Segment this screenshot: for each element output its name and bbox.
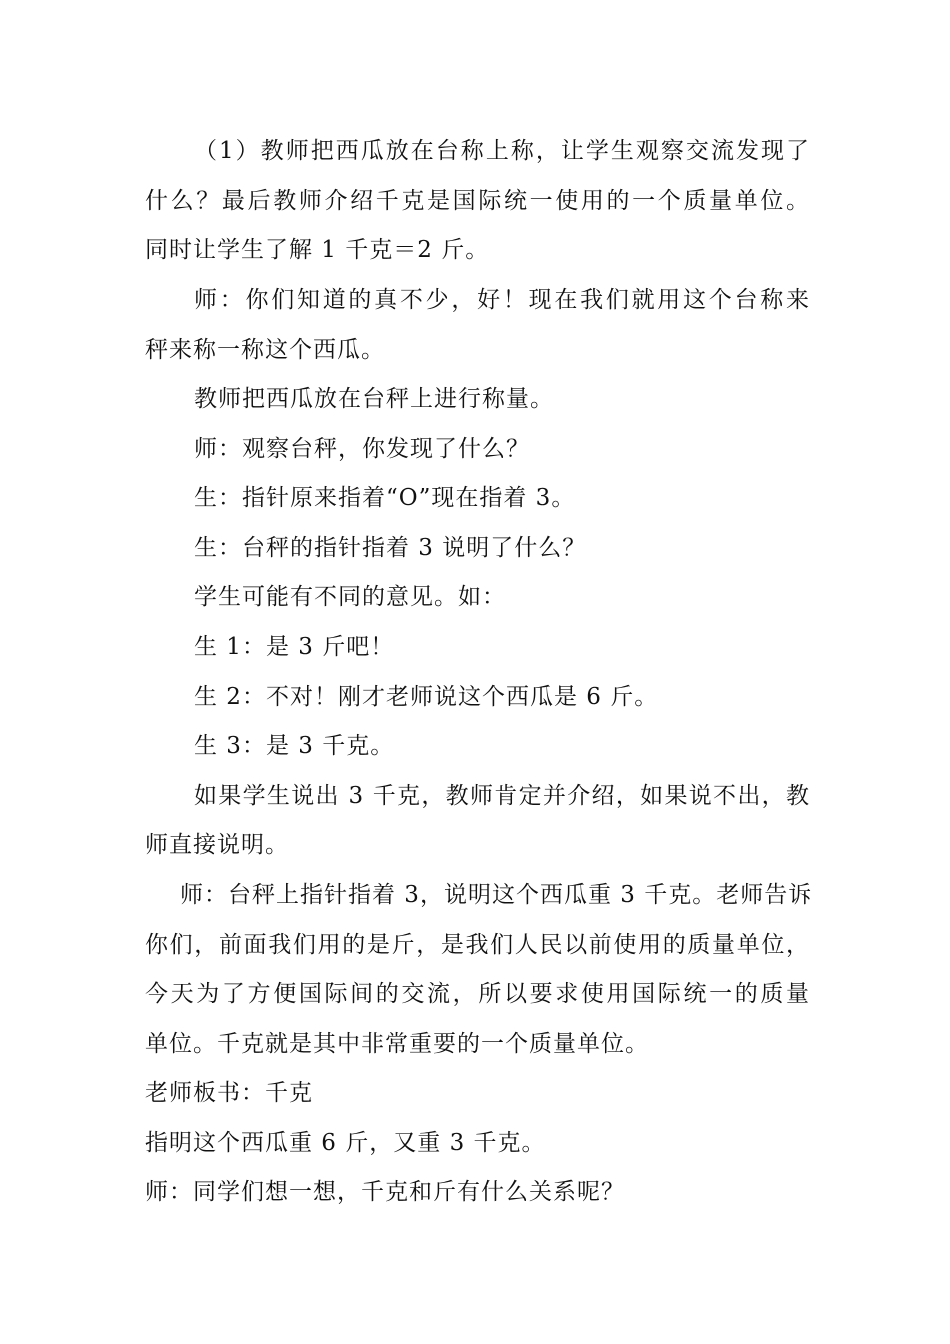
text-line: 生 3：是 3 千克。 — [194, 733, 395, 759]
text-line: 同时让学生了解 1 千克＝2 斤。 — [145, 237, 490, 263]
text-line: 师：你们知道的真不少，好！现在我们就用这个台称来 — [194, 287, 810, 313]
text-line: 学生可能有不同的意见。如： — [194, 584, 506, 610]
text-line: 今天为了方便国际间的交流，所以要求使用国际统一的质量 — [145, 981, 810, 1007]
text-line: 单位。千克就是其中非常重要的一个质量单位。 — [145, 1031, 649, 1057]
text-line: 生 2：不对！刚才老师说这个西瓜是 6 斤。 — [194, 684, 659, 710]
text-line: 生：指针原来指着“O”现在指着 3。 — [194, 485, 576, 511]
text-line: 师直接说明。 — [145, 832, 289, 858]
text-line: 师：观察台秤，你发现了什么？ — [194, 436, 530, 462]
text-line: 师：同学们想一想，千克和斤有什么关系呢？ — [145, 1179, 625, 1205]
text-line: 如果学生说出 3 千克，教师肯定并介绍，如果说不出，教 — [194, 783, 810, 809]
text-line: 生：台秤的指针指着 3 说明了什么？ — [194, 535, 587, 561]
text-line: 教师把西瓜放在台秤上进行称量。 — [194, 386, 554, 412]
text-line: 秤来称一称这个西瓜。 — [145, 337, 385, 363]
text-line: 什么？最后教师介绍千克是国际统一使用的一个质量单位。 — [145, 188, 810, 214]
text-line: 生 1：是 3 斤吧！ — [194, 634, 395, 660]
text-line: 你们，前面我们用的是斤，是我们人民以前使用的质量单位， — [145, 932, 810, 958]
text-line: 师：台秤上指针指着 3，说明这个西瓜重 3 千克。老师告诉 — [180, 882, 813, 908]
text-line: （1）教师把西瓜放在台称上称，让学生观察交流发现了 — [194, 138, 810, 164]
text-line: 指明这个西瓜重 6 斤，又重 3 千克。 — [145, 1130, 546, 1156]
text-line: 老师板书：千克 — [145, 1080, 313, 1106]
